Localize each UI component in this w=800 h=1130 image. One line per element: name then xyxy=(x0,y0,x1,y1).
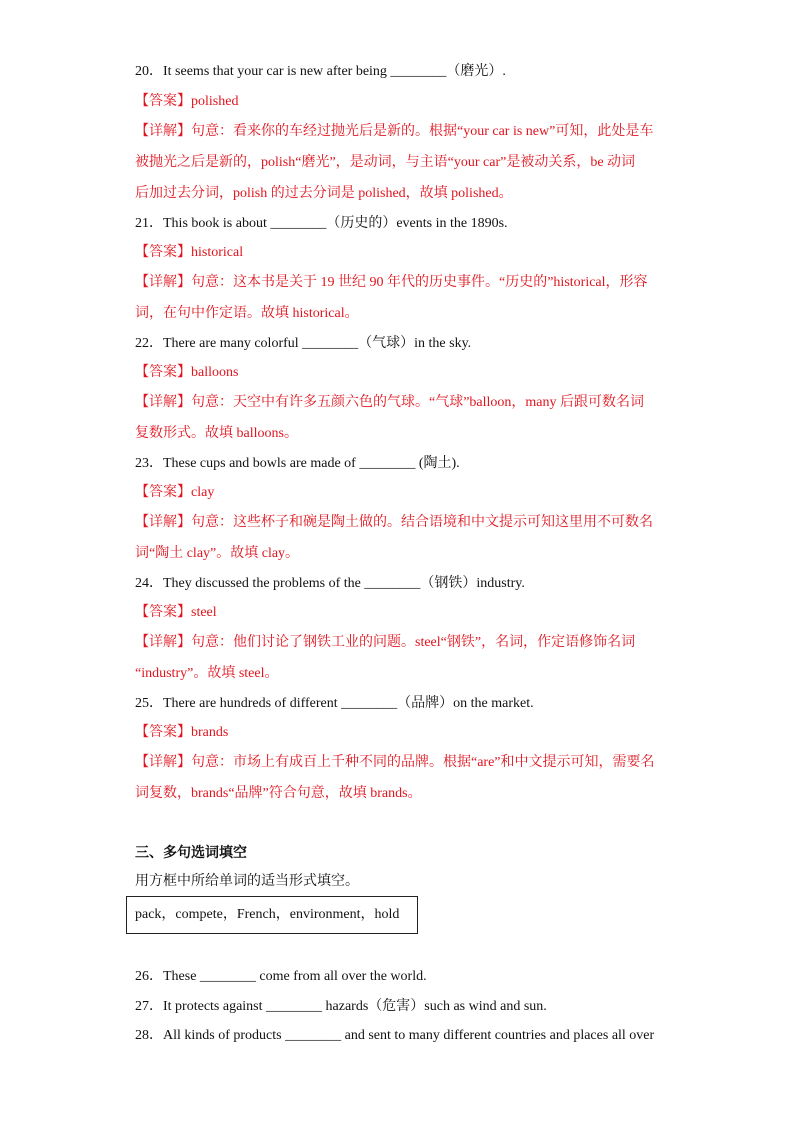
explanation-21-line-2: 词，在句中作定语。故填 historical。 xyxy=(135,306,359,321)
question-20: 20．It seems that your car is new after being ________（磨光）. xyxy=(135,64,506,79)
question-28: 28．All kinds of products ________ and sent to many different countries and places all over xyxy=(135,1028,655,1043)
word-box-text: pack，compete，French，environment，hold xyxy=(135,907,400,922)
answer-22: 【答案】balloons xyxy=(135,365,239,380)
question-22: 22．There are many colorful ________（气球）in the sky. xyxy=(135,336,472,351)
explanation-23-line-1: 【详解】句意：这些杯子和碗是陶土做的。结合语境和中文提示可知这里用不可数名 xyxy=(135,515,653,530)
explanation-20-line-3: 后加过去分词，polish 的过去分词是 polished，故填 polished。 xyxy=(135,186,513,201)
answer-20: 【答案】polished xyxy=(135,94,239,109)
answer-21: 【答案】historical xyxy=(135,245,244,260)
explanation-20-line-1: 【详解】句意：看来你的车经过抛光后是新的。根据“your car is new”可知，此处是车 xyxy=(135,124,654,139)
explanation-25-line-2: 词复数，brands“品牌”符合句意，故填 brands。 xyxy=(135,786,422,801)
explanation-24-line-2: “industry”。故填 steel。 xyxy=(135,666,279,681)
explanation-20-line-2: 被抛光之后是新的，polish“磨光”，是动词，与主语“your car”是被动关系，be 动词 xyxy=(135,155,636,170)
answer-25: 【答案】brands xyxy=(135,725,229,740)
question-21: 21．This book is about ________（历史的）events in the 1890s. xyxy=(135,216,508,231)
answer-23: 【答案】clay xyxy=(135,485,215,500)
question-23: 23．These cups and bowls are made of ________ (陶土). xyxy=(135,456,460,471)
question-24: 24．They discussed the problems of the ________（钢铁）industry. xyxy=(135,576,525,591)
explanation-25-line-1: 【详解】句意：市场上有成百上千种不同的品牌。根据“are”和中文提示可知，需要名 xyxy=(135,755,655,770)
explanation-22-line-2: 复数形式。故填 balloons。 xyxy=(135,426,298,441)
explanation-24-line-1: 【详解】句意：他们讨论了钢铁工业的问题。steel“钢铁”，名词，作定语修饰名词 xyxy=(135,635,636,650)
question-25: 25．There are hundreds of different ________（品牌）on the market. xyxy=(135,696,534,711)
explanation-23-line-2: 词“陶土 clay”。故填 clay。 xyxy=(135,546,300,561)
section-instruction: 用方框中所给单词的适当形式填空。 xyxy=(135,874,359,889)
word-box xyxy=(126,896,418,934)
question-26: 26．These ________ come from all over the world. xyxy=(135,969,427,984)
explanation-22-line-1: 【详解】句意：天空中有许多五颜六色的气球。“气球”balloon，many 后跟可数名词 xyxy=(135,395,645,410)
section-title: 三、多句选词填空 xyxy=(135,846,247,861)
answer-24: 【答案】steel xyxy=(135,605,217,620)
question-27: 27．It protects against ________ hazards（危害）such as wind and sun. xyxy=(135,999,547,1014)
explanation-21-line-1: 【详解】句意：这本书是关于 19 世纪 90 年代的历史事件。“历史的”historical，形容 xyxy=(135,275,648,290)
